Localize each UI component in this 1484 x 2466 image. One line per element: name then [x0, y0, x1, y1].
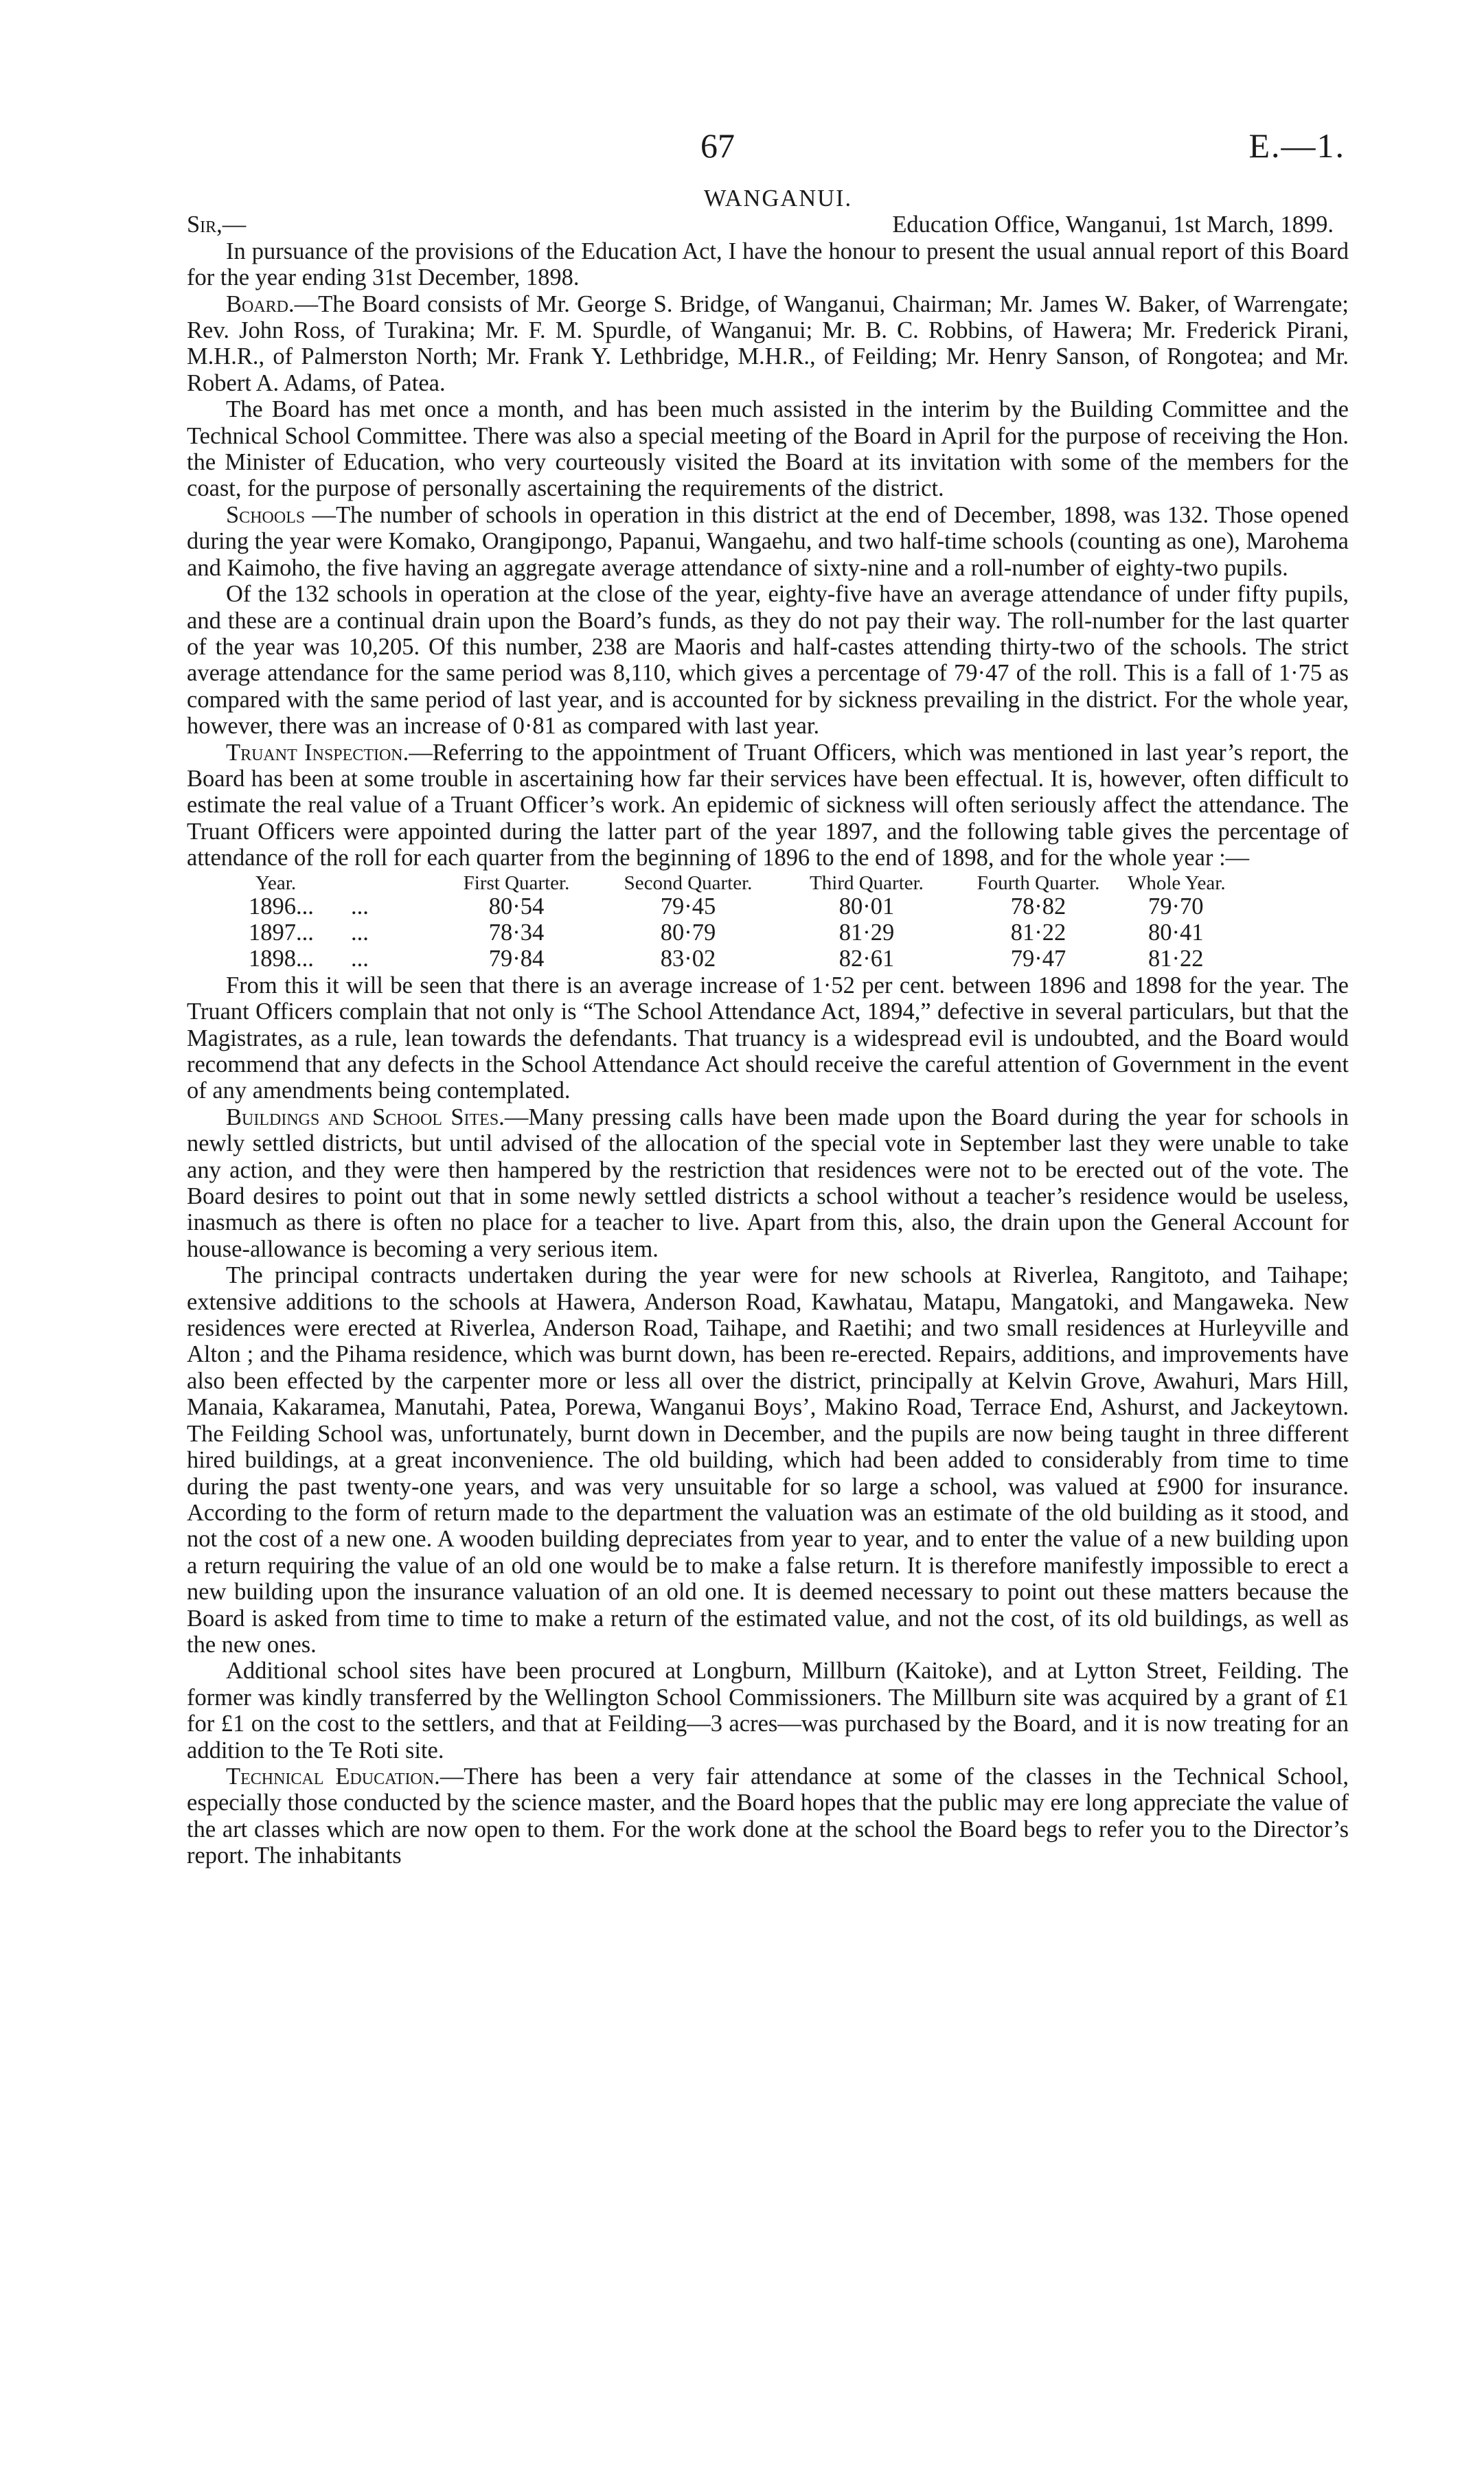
- paragraph-truant: [187, 740, 1349, 871]
- board-heading: Board.: [226, 290, 295, 317]
- first-quarter-value: 80·54: [488, 893, 545, 920]
- header-year: Year.: [255, 871, 297, 894]
- paragraph-buildings: [187, 1104, 1349, 1262]
- second-quarter-value: 83·02: [660, 946, 716, 972]
- table-header-row: [187, 873, 1349, 893]
- attendance-table: [187, 873, 1349, 972]
- truant-heading: Truant Inspection.: [226, 739, 409, 766]
- report-body: [187, 185, 1349, 1869]
- schools-text: —The number of schools in operation in this district at the end of December, 1898, was 132. Those opened during the year were Komako, Orangipongo, Papanui, Wangaehu, and two half-time schools (counting as one), Marohema and Kaimoho, the five having an aggregate average attendance of sixty-nine and a roll-number of eighty-two pupils.: [187, 501, 1349, 581]
- table-row: [187, 893, 1349, 920]
- paragraph-schools-attendance: Of the 132 schools in operation at the close of the year, eighty-five have an average attendance of under fifty pupils, and these are a continual drain upon the Board’s funds, as they do not pay their way. The roll-number for the last quarter of the year was 10,205. Of this number, 238 are Maoris and half-castes attending thirty-two of the schools. The strict average attendance for the same period was 8,110, which gives a percentage of 79·47 of the roll. This is a fall of 1·75 as compared with the same period of last year, and is accounted for by sickness prevailing in the district. For the whole year, however, there was an increase of 0·81 as compared with last year.: [187, 581, 1349, 740]
- whole-year-value: 80·41: [1148, 919, 1204, 946]
- header-fourth-quarter: Fourth Quarter.: [977, 871, 1100, 894]
- fourth-quarter-value: 79·47: [1010, 946, 1066, 972]
- first-quarter-value: 78·34: [488, 919, 545, 946]
- section-title: WANGANUI.: [703, 185, 853, 212]
- whole-year-value: 79·70: [1148, 893, 1204, 920]
- salutation-line: [187, 212, 1349, 238]
- row-year: [187, 893, 434, 920]
- paragraph-technical: [187, 1763, 1349, 1869]
- third-quarter-value: 81·29: [838, 919, 895, 946]
- table-row: [187, 920, 1349, 946]
- board-text: —The Board consists of Mr. George S. Bridge, of Wanganui, Chairman; Mr. James W. Baker, of Warrengate; Rev. John Ross, of Turakina; Mr. F. M. Spurdle, of Wanganui; Mr. B. C. Robbins, of Hawera; Mr. Frederick Pirani, M.H.R., of Palmerston North; Mr. Frank Y. Lethbridge, M.H.R., of Feilding; Mr. Henry Sanson, of Rongotea; and Mr. Robert A. Adams, of Patea.: [187, 290, 1349, 396]
- dot-leader: ...: [351, 919, 369, 946]
- place-date: Education Office, Wanganui, 1st March, 1899.: [892, 212, 1334, 238]
- row-year: [187, 946, 434, 972]
- fourth-quarter-value: 78·82: [1010, 893, 1066, 920]
- buildings-heading: Buildings and School Sites.: [226, 1104, 505, 1130]
- paragraph-contracts: The principal contracts undertaken during the year were for new schools at Riverlea, Rangitoto, and Taihape; extensive additions to the schools at Hawera, Anderson Road, Kawhatau, Matapu, Mangatoki, and Mangaweka. New residences were erected at Riverlea, Anderson Road, Taihape, and Raetihi; and two small residences at Hurleyville and Alton ; and the Pihama residence, which was burnt down, has been re-erected. Repairs, additions, and improvements have also been effected by the carpenter more or less all over the district, principally at Kelvin Grove, Awahuri, Mars Hill, Manaia, Kakaramea, Manutahi, Patea, Porewa, Wanganui Boys’, Makino Road, Terrace End, Ashurst, and Jackeytown. The Feilding School was, unfortunately, burnt down in December, and the pupils are now being taught in three different hired buildings, at a great inconvenience. The old building, which had been added to considerably from time to time during the past twenty-one years, and was very unsuitable for so large a school, was valued at £900 for insurance. According to the form of return made to the department the valuation was an estimate of the old building as it stood, and not the cost of a new one. A wooden building depreciates from year to year, and to enter the value of a new building upon a return requiring the value of an old one would be to make a false return. It is therefore manifestly impossible to erect a new building upon the insurance valuation of an old one. It is deemed necessary to point out these matters because the Board is asked from time to time to make a return of the estimated value, and not the cost, of its old buildings, as well as the new ones.: [187, 1262, 1349, 1658]
- page-header: [0, 126, 1484, 174]
- buildings-text: —Many pressing calls have been made upon the Board during the year for schools in newly settled districts, but until advised of the allocation of the special vote in September last they were unable to take any action, and they were then hampered by the restriction that residences were not to be erected out of the vote. The Board desires to point out that in some newly settled districts a school without a teacher’s residence would be useless, inasmuch as there is often no place for a teacher to live. Apart from this, also, the drain upon the General Account for house-allowance is becoming a very serious item.: [187, 1104, 1349, 1262]
- paragraph-board: [187, 291, 1349, 397]
- page-number: 67: [700, 126, 735, 165]
- header-first-quarter: First Quarter.: [463, 871, 570, 894]
- fourth-quarter-value: 81·22: [1010, 919, 1066, 946]
- truant-text: —Referring to the appointment of Truant Officers, which was mentioned in last year’s report, the Board has been at some trouble in ascertaining how far their services have been effectual. It is, however, often difficult to estimate the real value of a Truant Officer’s work. An epidemic of sickness will often seriously affect the attendance. The Truant Officers were appointed during the latter part of the year 1897, and the following table gives the percentage of attendance of the roll for each quarter from the beginning of 1896 to the end of 1898, and for the whole year :—: [187, 739, 1349, 871]
- year-value: 1896...: [249, 893, 314, 920]
- header-third-quarter: Third Quarter.: [810, 871, 924, 894]
- paragraph-board-meetings: The Board has met once a month, and has been much assisted in the interim by the Building Committee and the Technical School Committee. There was also a special meeting of the Board in April for the purpose of receiving the Hon. the Minister of Education, who very courteously visited the Board at its invitation with some of the members for the coast, for the purpose of personally ascertaining the requirements of the district.: [187, 396, 1349, 502]
- third-quarter-value: 82·61: [838, 946, 895, 972]
- paragraph-sites: Additional school sites have been procured at Longburn, Millburn (Kaitoke), and at Lytton Street, Feilding. The former was kindly transferred by the Wellington School Commissioners. The Millburn site was acquired by a grant of £1 for £1 on the cost to the settlers, and that at Feilding—3 acres—was purchased by the Board, and it is now treating for an addition to the Te Roti site.: [187, 1658, 1349, 1763]
- salutation: Sir,—: [187, 212, 247, 238]
- whole-year-value: 81·22: [1148, 946, 1204, 972]
- row-year: [187, 920, 434, 946]
- technical-heading: Technical Education.: [226, 1763, 440, 1790]
- dot-leader: ...: [351, 893, 369, 920]
- second-quarter-value: 80·79: [660, 919, 716, 946]
- year-value: 1897...: [249, 919, 314, 946]
- paragraph-after-table: From this it will be seen that there is an average increase of 1·52 per cent. between 1896 and 1898 for the year. The Truant Officers complain that not only is “The School Attendance Act, 1894,” defective in several particulars, but that the Magistrates, as a rule, lean towards the defendants. That truancy is a widespread evil is undoubted, and the Board would recommend that any defects in the School Attendance Act should receive the careful attention of Government in the event of any amendments being contemplated.: [187, 972, 1349, 1104]
- year-value: 1898...: [249, 946, 314, 972]
- header-second-quarter: Second Quarter.: [624, 871, 753, 894]
- table-row: [187, 946, 1349, 972]
- first-quarter-value: 79·84: [488, 946, 545, 972]
- paragraph-schools: [187, 502, 1349, 581]
- paragraph-intro: In pursuance of the provisions of the Education Act, I have the honour to present the usual annual report of this Board for the year ending 31st December, 1898.: [187, 238, 1349, 291]
- second-quarter-value: 79·45: [660, 893, 716, 920]
- technical-text: —There has been a very fair attendance at some of the classes in the Technical School, especially those conducted by the science master, and the Board hopes that the public may ere long appreciate the value of the art classes which are now open to them. For the work done at the school the Board begs to refer you to the Director’s report. The inhabitants: [187, 1763, 1349, 1869]
- header-whole-year: Whole Year.: [1128, 871, 1226, 894]
- dot-leader: ...: [351, 946, 369, 972]
- third-quarter-value: 80·01: [838, 893, 895, 920]
- schools-heading: Schools: [226, 501, 306, 528]
- document-code: E.—1.: [1248, 126, 1345, 165]
